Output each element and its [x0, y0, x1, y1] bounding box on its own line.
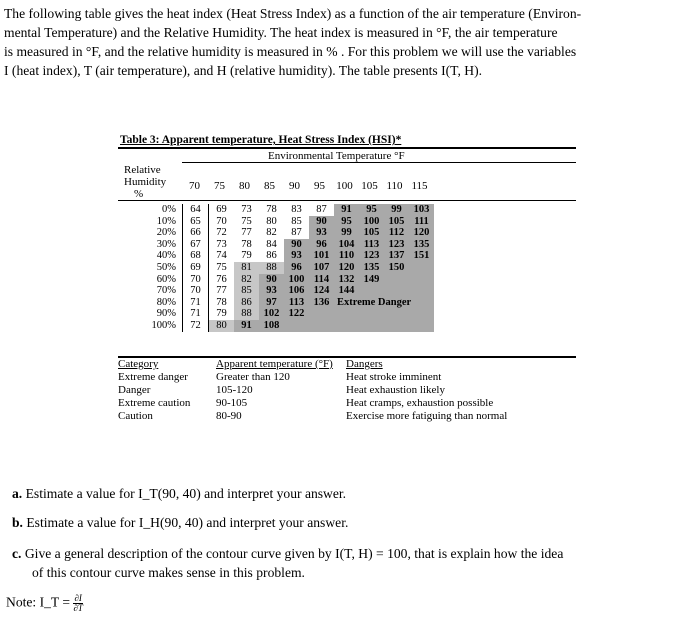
table-row	[118, 239, 434, 251]
empty-danger-cell	[359, 308, 384, 320]
heat-index-cell: 101	[309, 250, 334, 262]
heat-index-cell: 112	[384, 227, 409, 239]
empty-danger-cell	[334, 308, 359, 320]
fraction-denominator: ∂T	[73, 603, 83, 613]
heat-index-cell: 120	[409, 227, 434, 239]
legend-danger-column	[346, 358, 507, 423]
heat-index-cell: 99	[384, 204, 409, 216]
heat-index-cell: 83	[291, 204, 302, 215]
legend-temp-column	[216, 358, 333, 423]
heat-index-cell: 87	[291, 227, 302, 239]
question-c-text-2: of this contour curve makes sense in this problem.	[32, 565, 305, 580]
humidity-cell: 50%	[156, 261, 176, 273]
empty-danger-cell	[409, 308, 434, 320]
heat-index-cell: 70	[216, 215, 227, 227]
legend-temp-item: 90-105	[216, 397, 248, 409]
humidity-cell: 100%	[151, 319, 176, 331]
empty-danger-cell	[409, 262, 434, 274]
heat-index-cell: 150	[384, 262, 409, 274]
table-row	[118, 250, 434, 262]
heat-index-cell: 90	[309, 216, 334, 228]
empty-danger-cell	[309, 308, 334, 320]
legend-category-header: Category	[118, 358, 159, 370]
heat-index-cell: 70	[183, 285, 209, 297]
rh-label-1: Relative	[124, 164, 161, 176]
heat-index-cell: 86	[266, 250, 277, 262]
intro-line-3: is measured in °F, and the relative humidity is measured in % . For this problem we will use the variables	[4, 44, 577, 59]
table-row	[118, 297, 434, 309]
question-a-text: Estimate a value for I_T(90, 40) and interpret your answer.	[25, 486, 347, 501]
heat-index-cell: 104	[334, 239, 359, 251]
temperature-header-cell: 95	[314, 180, 325, 192]
heat-index-cell: 67	[183, 239, 209, 251]
heat-index-cell: 66	[183, 227, 209, 239]
heat-index-cell: 105	[359, 227, 384, 239]
heat-index-cell: 113	[284, 297, 309, 309]
heat-index-cell: 90	[259, 274, 284, 286]
temperature-header-cell: 80	[239, 180, 250, 192]
humidity-cell: 70%	[156, 285, 176, 297]
empty-danger-cell	[384, 308, 409, 320]
legend-temp-header: Apparent temperature (°F)	[216, 358, 333, 370]
temperature-header-cell: 100	[336, 180, 353, 192]
temperature-header-cell: 70	[189, 180, 200, 192]
table-row	[118, 320, 434, 332]
question-b-text: Estimate a value for I_H(90, 40) and interpret your answer.	[26, 515, 349, 530]
heat-index-cell: 149	[359, 274, 384, 286]
legend-danger-item: Exercise more fatiguing than normal	[346, 410, 508, 422]
heat-index-cell: 85	[291, 215, 302, 227]
empty-danger-cell	[409, 320, 434, 332]
heat-index-cell: 120	[334, 262, 359, 274]
legend-temp-item: 80-90	[216, 410, 242, 422]
heat-index-cell: 87	[316, 204, 327, 215]
temperature-header-cell: 85	[264, 180, 275, 192]
humidity-cell: 90%	[156, 308, 176, 320]
heat-index-cell: 77	[216, 285, 227, 297]
legend-category-column	[118, 358, 190, 423]
legend-category-item: Extreme caution	[118, 397, 191, 409]
heat-index-cell: 69	[216, 204, 227, 215]
empty-danger-cell	[334, 320, 359, 332]
legend-danger-item: Heat stroke imminent	[346, 371, 442, 383]
humidity-cell: 10%	[156, 215, 176, 227]
intro-line-4: I (heat index), T (air temperature), and H (relative humidity). The table presents I(T, H).	[4, 63, 482, 78]
heat-index-cell: 135	[409, 239, 434, 251]
heat-index-cell: 144	[334, 285, 359, 297]
question-a	[12, 484, 346, 503]
heat-index-cell: 132	[334, 274, 359, 286]
heat-index-cell: 97	[259, 297, 284, 309]
heat-index-cell: 122	[284, 308, 309, 320]
legend-temp-item: 105-120	[216, 384, 253, 396]
empty-danger-cell	[284, 320, 309, 332]
question-c-text-1: Give a general description of the contour curve given by I(T, H) = 100, that is explain how the idea	[24, 546, 564, 561]
heat-index-cell: 75	[216, 261, 227, 273]
heat-index-cell: 137	[384, 250, 409, 262]
legend-danger-item: Heat exhaustion likely	[346, 384, 445, 396]
question-b-label: b.	[12, 515, 23, 530]
heat-index-cell: 73	[216, 238, 227, 250]
heat-index-cell: 103	[409, 204, 434, 216]
heat-index-cell: 73	[241, 204, 252, 215]
heat-index-cell: 85	[234, 285, 259, 297]
heat-index-cell: 95	[334, 216, 359, 228]
table-row	[118, 262, 434, 274]
heat-index-cell: 105	[384, 216, 409, 228]
heat-index-cell: 69	[183, 262, 209, 274]
empty-danger-cell	[359, 285, 384, 297]
heat-index-table	[118, 134, 578, 331]
heat-index-cell: 79	[241, 250, 252, 262]
heat-index-cell: 74	[216, 250, 227, 262]
heat-index-cell: 113	[359, 239, 384, 251]
rh-label-2: Humidity	[124, 176, 167, 188]
table-top-rule	[118, 147, 576, 149]
heat-index-cell: 100	[359, 216, 384, 228]
heat-index-cell: 96	[284, 262, 309, 274]
heat-index-cell: 71	[183, 308, 209, 320]
heat-index-cell: 136	[309, 297, 334, 309]
table-row	[118, 274, 434, 286]
heat-index-cell: 70	[183, 274, 209, 286]
empty-danger-cell	[409, 285, 434, 297]
heat-index-cell: 80	[266, 215, 277, 227]
heat-index-cell: 80	[209, 320, 235, 332]
heat-index-cell: 90	[284, 239, 309, 251]
heat-index-cell: 106	[284, 285, 309, 297]
note-prefix: Note: I_T =	[6, 594, 71, 610]
humidity-cell: 0%	[162, 204, 176, 215]
table-row	[118, 308, 434, 320]
temperature-header-cell: 75	[214, 180, 225, 192]
humidity-cell: 30%	[156, 238, 176, 250]
question-c-label: c.	[12, 546, 22, 561]
question-a-label: a.	[12, 486, 23, 501]
heat-index-cell: 76	[216, 273, 227, 285]
legend-category-item: Extreme danger	[118, 371, 188, 383]
rh-label-3: %	[134, 188, 144, 200]
humidity-cell: 60%	[156, 273, 176, 285]
heat-index-cell: 91	[334, 204, 359, 216]
empty-danger-cell	[384, 285, 409, 297]
legend-danger-header: Dangers	[346, 358, 383, 370]
heat-index-cell: 72	[183, 320, 209, 332]
humidity-cell: 40%	[156, 250, 176, 262]
question-c-continued	[32, 563, 305, 582]
heat-index-cell: 114	[309, 274, 334, 286]
env-temp-label: Environmental Temperature °F	[268, 150, 405, 162]
intro-line-2: mental Temperature) and the Relative Humidity. The heat index is measured in °F, the air temperature	[4, 25, 558, 40]
table-row	[118, 227, 434, 239]
heat-index-cell: 96	[309, 239, 334, 251]
heat-index-cell: 93	[259, 285, 284, 297]
empty-danger-cell	[409, 274, 434, 286]
temperature-header-cell: 110	[386, 180, 403, 192]
table-row	[118, 216, 434, 228]
table-row	[118, 285, 434, 297]
heat-index-cell: 78	[266, 204, 277, 215]
heat-index-cell: 79	[216, 308, 227, 320]
heat-index-cell: 107	[309, 262, 334, 274]
heat-index-cell: 88	[234, 308, 259, 320]
temperature-header-cell: 90	[289, 180, 300, 192]
table-row	[118, 204, 434, 216]
intro-paragraph	[4, 4, 686, 80]
heat-index-cell: 78	[216, 296, 227, 308]
heat-index-cell: 75	[241, 215, 252, 227]
empty-danger-cell	[384, 320, 409, 332]
legend-danger-item: Heat cramps, exhaustion possible	[346, 397, 494, 409]
heat-index-cell: 72	[216, 227, 227, 239]
table-title: Table 3: Apparent temperature, Heat Stress Index (HSI)*	[120, 134, 402, 146]
question-c	[12, 544, 563, 563]
fraction-numerator: ∂I	[74, 593, 82, 603]
heat-index-cell: 91	[234, 320, 259, 332]
partial-derivative-fraction	[73, 594, 82, 613]
humidity-cell: 80%	[156, 296, 176, 308]
empty-danger-cell	[384, 274, 409, 286]
heat-index-cell: 93	[309, 227, 334, 239]
empty-danger-cell	[309, 320, 334, 332]
heat-index-cell: 100	[284, 274, 309, 286]
note	[6, 594, 83, 613]
heat-index-cell: 68	[183, 250, 209, 262]
heat-index-cell: 151	[409, 250, 434, 262]
heat-index-cell: 102	[259, 308, 284, 320]
heat-index-cell: 65	[183, 216, 209, 228]
temperature-header-row	[182, 180, 432, 194]
heat-index-cell: 123	[359, 250, 384, 262]
heat-index-cell: 99	[334, 227, 359, 239]
heat-index-cell: 123	[384, 239, 409, 251]
legend-category-item: Danger	[118, 384, 151, 396]
heat-index-cell: 84	[266, 238, 277, 250]
heat-index-cell: 78	[241, 238, 252, 250]
humidity-cell: 20%	[156, 227, 176, 239]
heat-index-cell: 82	[234, 274, 259, 286]
heat-index-cell: 77	[241, 227, 252, 239]
legend-category-item: Caution	[118, 410, 153, 422]
heat-index-cell: 86	[234, 297, 259, 309]
empty-danger-cell	[359, 320, 384, 332]
legend-temp-item: Greater than 120	[216, 371, 290, 383]
heat-index-cell: 124	[309, 285, 334, 297]
heat-index-cell: 64	[183, 204, 209, 216]
temperature-header-cell: 105	[361, 180, 378, 192]
heat-index-cell: 71	[183, 297, 209, 309]
question-b	[12, 513, 348, 532]
heat-index-cell: 93	[284, 250, 309, 262]
heat-index-cell: 81	[234, 262, 259, 274]
heat-index-cell: 82	[266, 227, 277, 239]
extreme-danger-label: Extreme Danger	[334, 297, 434, 309]
heat-index-cell: 110	[334, 250, 359, 262]
header-rule	[182, 162, 576, 163]
heat-index-cell: 135	[359, 262, 384, 274]
heat-index-grid	[118, 204, 434, 332]
heat-index-cell: 95	[359, 204, 384, 216]
heat-index-cell: 108	[259, 320, 284, 332]
heat-index-cell: 111	[409, 216, 434, 228]
heat-index-cell: 88	[259, 262, 284, 274]
temperature-header-cell: 115	[411, 180, 428, 192]
header-bottom-rule	[118, 200, 576, 201]
intro-line-1: The following table gives the heat index (Heat Stress Index) as a function of the air temperature (Environ-	[4, 6, 582, 21]
rh-label	[124, 164, 166, 200]
